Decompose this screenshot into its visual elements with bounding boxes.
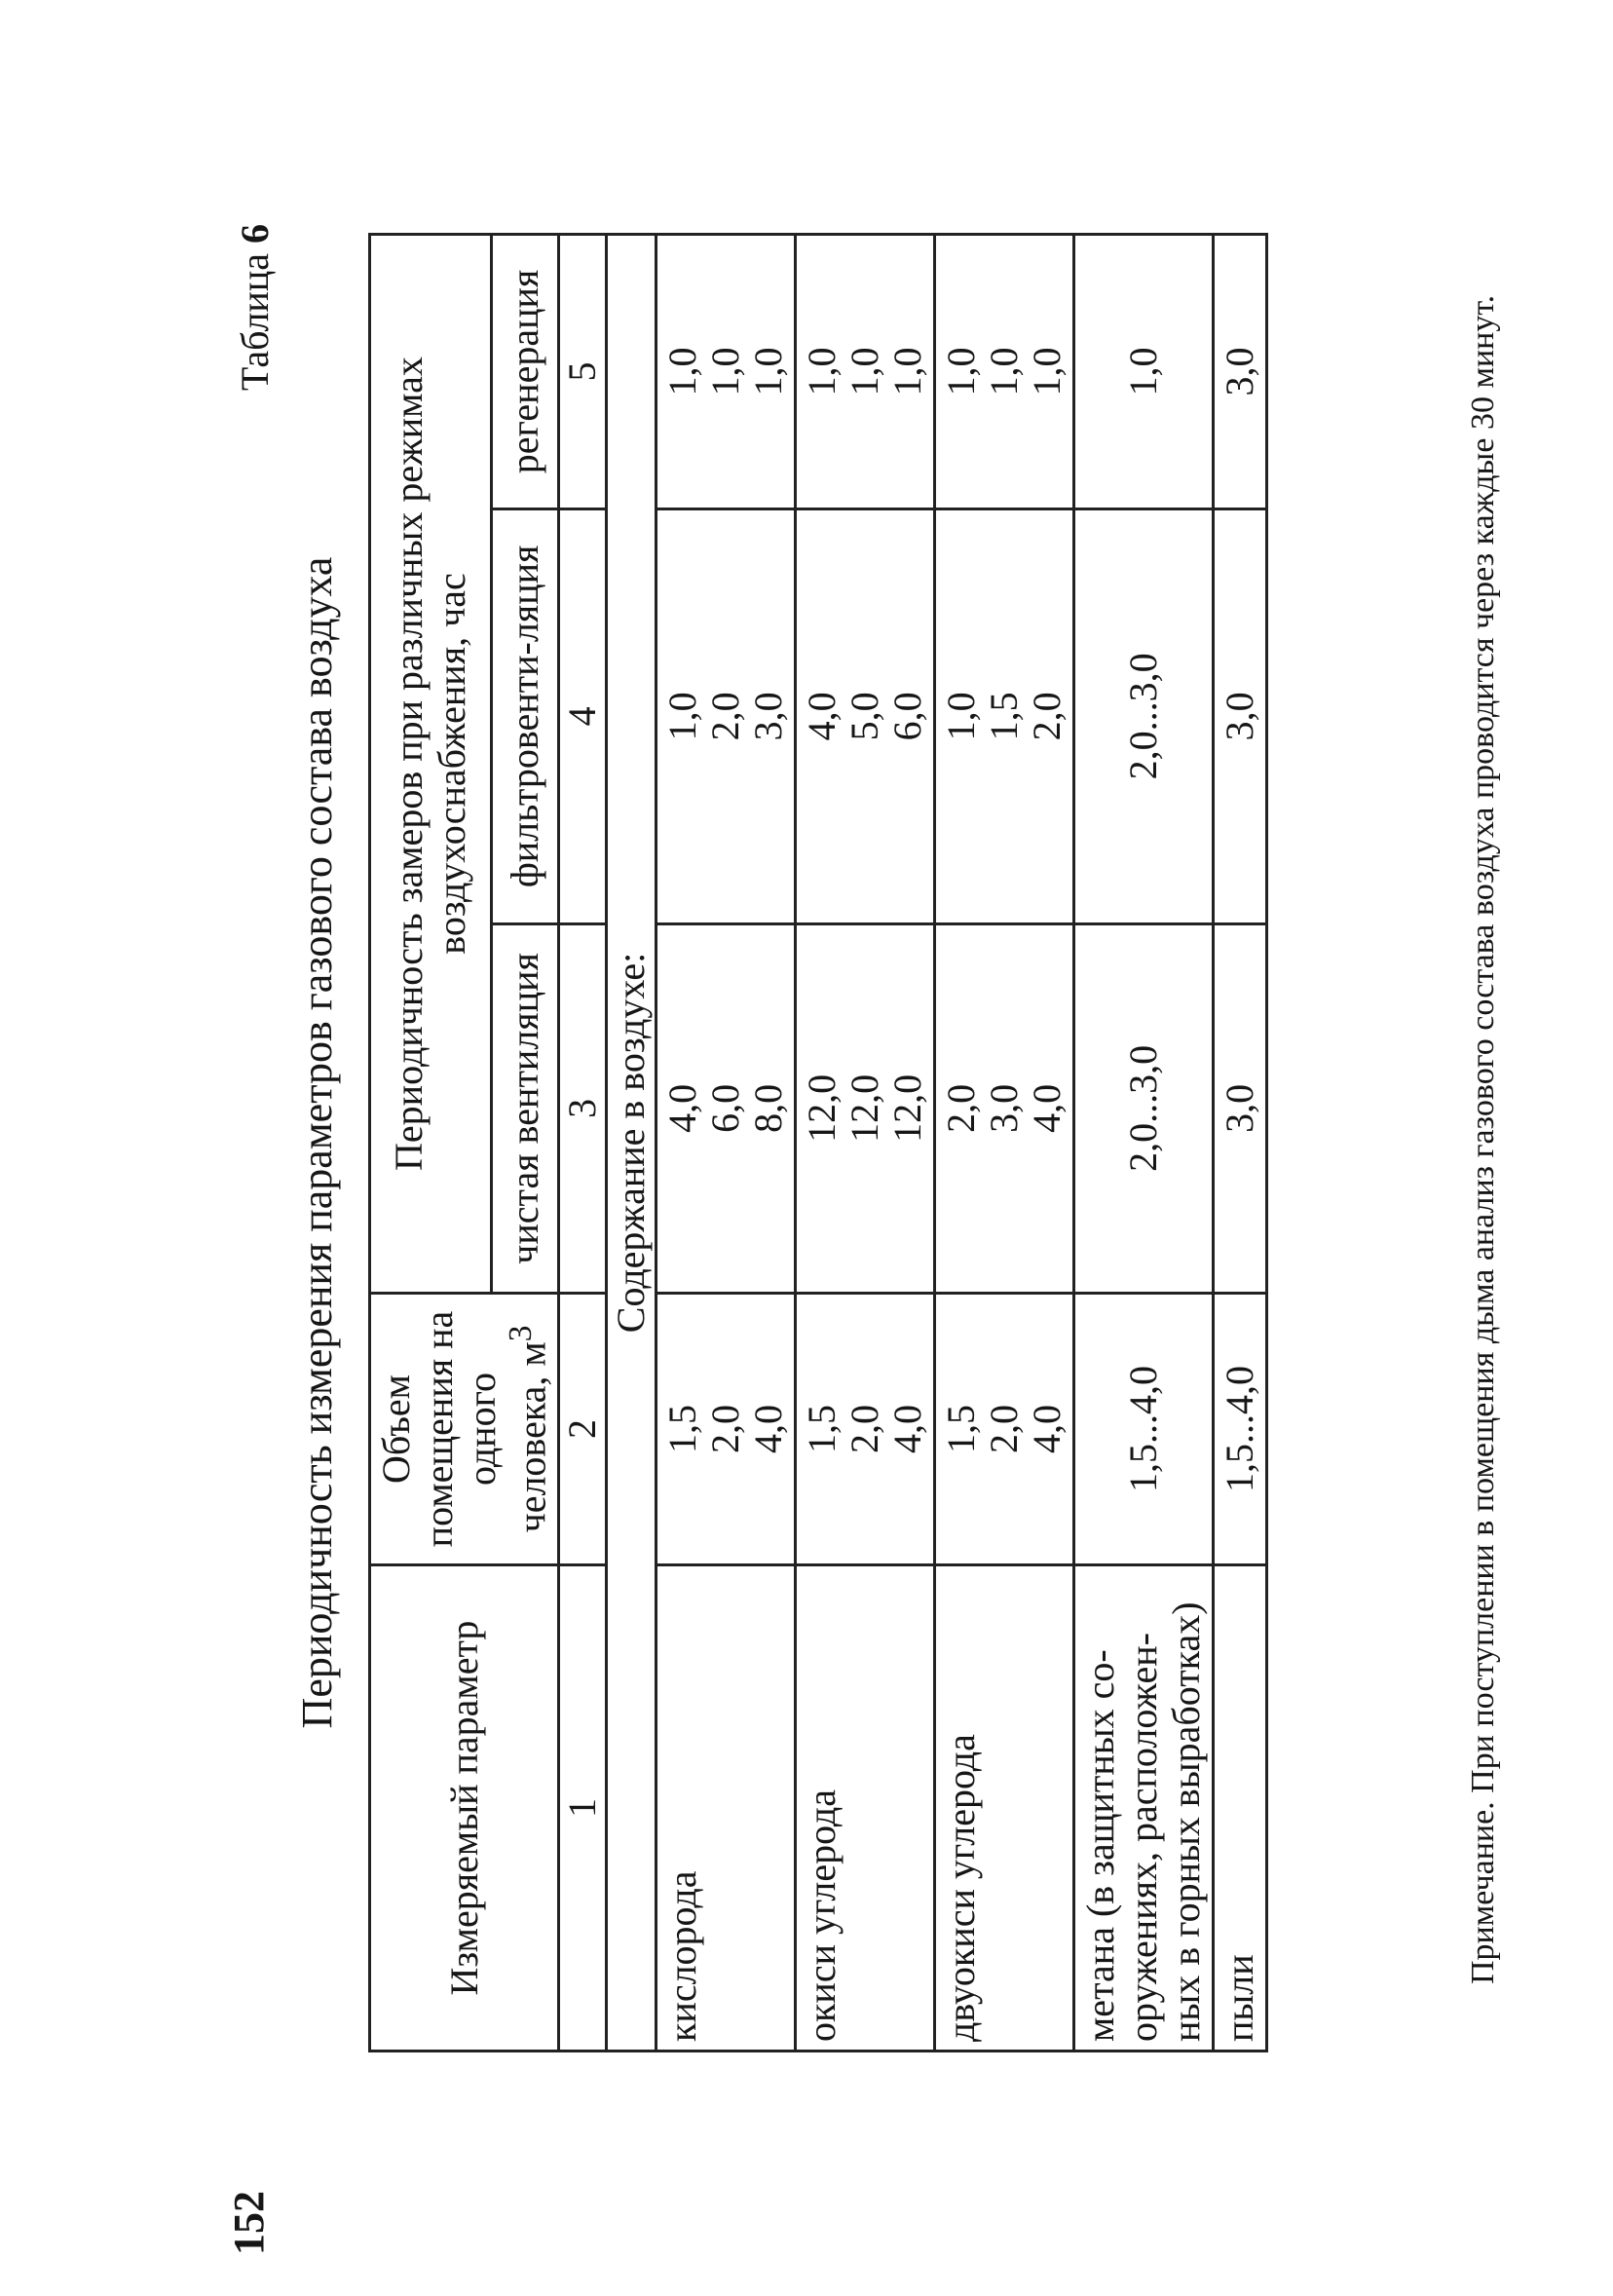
clean-cell: 3,0 (1214, 923, 1267, 1293)
value: 3,0 (746, 692, 791, 741)
filter-cell: 3,0 (1214, 508, 1267, 923)
column-number: 5 (559, 235, 607, 509)
table-row (656, 235, 796, 2051)
value: 4,0 (800, 692, 844, 741)
header-clean-ventilation: чистая вентиляция (491, 923, 558, 1293)
column-number: 4 (559, 508, 607, 923)
clean-cell (656, 923, 796, 1293)
volume-cell (796, 1294, 935, 1565)
volume-cell (935, 1294, 1074, 1565)
value: 2,0 (982, 1405, 1027, 1453)
filter-cell: 2,0...3,0 (1074, 508, 1214, 923)
param-cell: пыли (1214, 1565, 1267, 2051)
clean-cell (935, 923, 1074, 1293)
header-filter-ventilation: фильтровенти-ляция (491, 508, 558, 923)
value: 1,0 (885, 347, 930, 396)
value: 1,0 (703, 347, 748, 396)
value: 5,0 (843, 692, 887, 741)
value: 4,0 (660, 1083, 705, 1133)
clean-cell: 2,0...3,0 (1074, 923, 1214, 1293)
table-note: Примечание. При поступлении в помещения дыма анализ газового состава воздуха проводится через каждые 30 минут. (1465, 294, 1501, 1984)
clean-cell (796, 923, 935, 1293)
regen-cell (796, 235, 935, 509)
regen-cell (656, 235, 796, 509)
value: 1,0 (982, 347, 1027, 396)
column-number-row (559, 235, 607, 2051)
value: 4,0 (885, 1405, 930, 1453)
value: 6,0 (703, 1083, 748, 1133)
volume-cell: 1,5...4,0 (1074, 1294, 1214, 1565)
table-title: Периодичность измерения параметров газового состава воздуха (293, 556, 341, 1729)
value: 1,0 (939, 347, 984, 396)
volume-cell: 1,5...4,0 (1214, 1294, 1267, 1565)
value: 1,0 (939, 692, 984, 741)
value: 1,5 (939, 1405, 984, 1453)
value: 1,5 (800, 1405, 844, 1453)
table-label (232, 224, 278, 391)
value: 2,0 (939, 1083, 984, 1133)
column-number: 1 (559, 1565, 607, 2051)
section-label: Содержание в воздухе: (607, 235, 656, 2051)
value: 1,5 (982, 692, 1027, 741)
table-label-word: Таблица (233, 253, 277, 392)
table-row (935, 235, 1074, 2051)
header-regeneration: регенерация (491, 235, 558, 509)
header-volume-sup: 3 (503, 1325, 539, 1342)
volume-cell (656, 1294, 796, 1565)
measurement-table (368, 233, 1268, 2052)
section-row (607, 235, 656, 2051)
value: 4,0 (1025, 1083, 1069, 1133)
header-row (370, 235, 492, 2051)
value: 1,0 (660, 692, 705, 741)
page-number: 152 (225, 2191, 273, 2255)
header-group: Периодичность замеров при различных режимах воздухоснабжения, час (370, 235, 492, 1294)
value: 2,0 (703, 1405, 748, 1453)
param-cell: метана (в защитных со-оружениях, расположен-ных в горных выработках) (1074, 1565, 1214, 2051)
value: 12,0 (885, 1073, 930, 1143)
header-param: Измеряемый параметр (370, 1565, 559, 2051)
table-row (1214, 235, 1267, 2051)
value: 8,0 (746, 1083, 791, 1133)
column-number: 3 (559, 923, 607, 1293)
value: 1,0 (843, 347, 887, 396)
value: 4,0 (746, 1405, 791, 1453)
value: 6,0 (885, 692, 930, 741)
regen-cell (935, 235, 1074, 509)
table-label-number: 6 (233, 224, 277, 244)
value: 1,0 (660, 347, 705, 396)
regen-cell: 3,0 (1214, 235, 1267, 509)
column-number: 2 (559, 1294, 607, 1565)
value: 4,0 (1025, 1405, 1069, 1453)
param-cell: окиси углерода (796, 1565, 935, 2051)
filter-cell (656, 508, 796, 923)
regen-cell: 1,0 (1074, 235, 1214, 509)
value: 12,0 (800, 1073, 844, 1143)
param-cell: двуокиси углерода (935, 1565, 1074, 2051)
value: 2,0 (703, 692, 748, 741)
value: 2,0 (1025, 692, 1069, 741)
header-volume (370, 1294, 559, 1565)
value: 12,0 (843, 1073, 887, 1143)
table-row (796, 235, 935, 2051)
header-volume-text: Объем помещения на одного человека, м (374, 1310, 554, 1548)
value: 1,0 (1025, 347, 1069, 396)
value: 1,0 (800, 347, 844, 396)
filter-cell (796, 508, 935, 923)
filter-cell (935, 508, 1074, 923)
table-row (1074, 235, 1214, 2051)
value: 1,0 (746, 347, 791, 396)
param-cell: кислорода (656, 1565, 796, 2051)
value: 3,0 (982, 1083, 1027, 1133)
value: 2,0 (843, 1405, 887, 1453)
value: 1,5 (660, 1405, 705, 1453)
